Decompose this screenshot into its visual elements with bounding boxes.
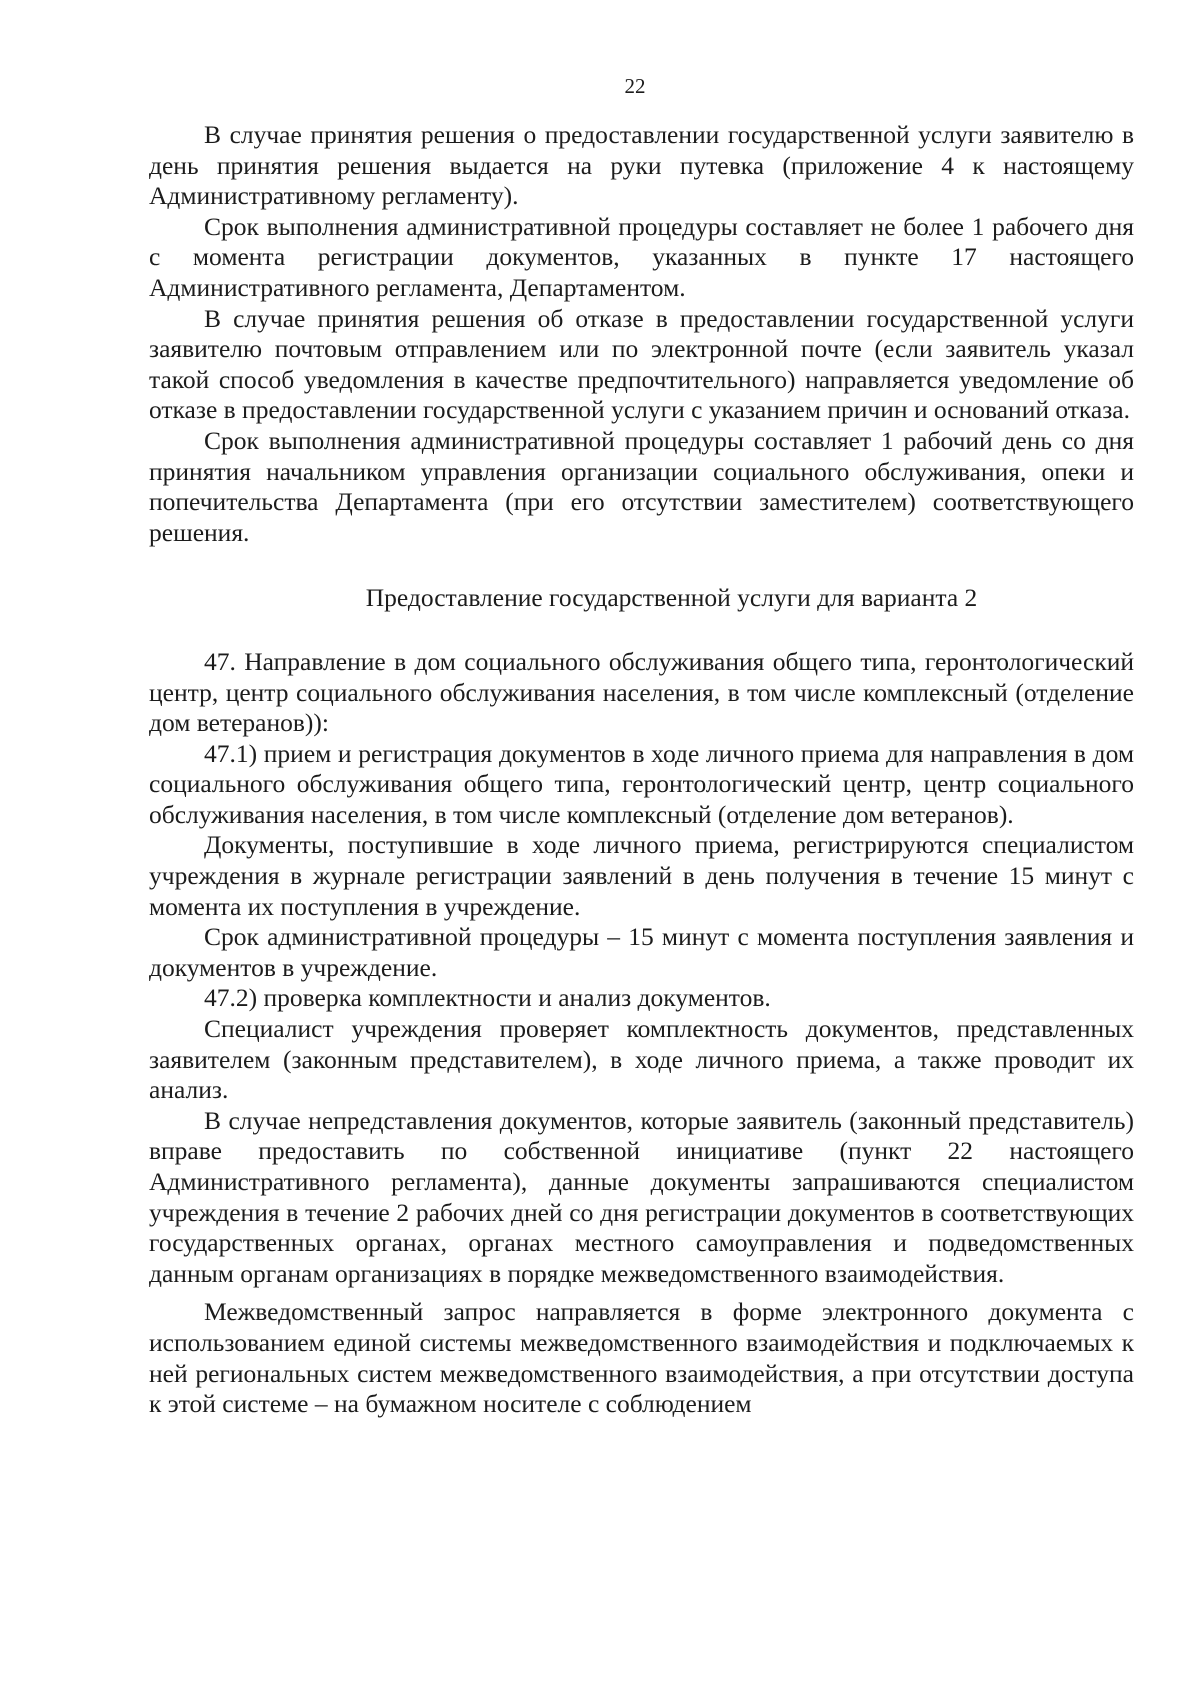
paragraph: 47. Направление в дом социального обслуживания общего типа, геронтологический центр, центр социального обслуживания населения, в том числе комплексный (отделение дом ветеранов)): (149, 646, 1134, 738)
paragraph: 47.2) проверка комплектности и анализ документов. (204, 983, 771, 1013)
section-heading: Предоставление государственной услуги для варианта 2 (365, 583, 978, 613)
paragraph: Специалист учреждения проверяет комплектность документов, представленных заявителем (законным представителем), в ходе личного приема, а также проводит их анализ. (149, 1014, 1134, 1105)
paragraph: В случае непредставления документов, которые заявитель (законный представитель) вправе предоставить по собственной инициативе (пункт 22 настоящего Административного регламента), данные документы запрашиваются специалистом учреждения в течение 2 рабочих дней со дня регистрации документов в соответствующих государственных органах, органах местного самоуправления и подведомственных данным органам организациях в порядке межведомственного взаимодействия. (149, 1105, 1134, 1288)
page-number: 22 (624, 74, 646, 98)
document-body (149, 120, 1134, 1420)
paragraph: 47.1) прием и регистрация документов в ходе личного приема для направления в дом социального обслуживания общего типа, геронтологический центр, центр социального обслуживания населения, в том числе комплексный (отделение дом ветеранов). (149, 738, 1134, 829)
paragraph: Документы, поступившие в ходе личного приема, регистрируются специалистом учреждения в журнале регистрации заявлений в день получения в течение 15 минут с момента их поступления в учреждение. (149, 830, 1134, 921)
paragraph: Срок административной процедуры – 15 минут с момента поступления заявления и документов в учреждение. (149, 922, 1134, 982)
paragraph: В случае принятия решения об отказе в предоставлении государственной услуги заявителю почтовым отправлением или по электронной почте (если заявитель указал такой способ уведомления в качестве предпочтительного) направляется уведомление об отказе в предоставлении государственной услуги с указанием причин и оснований отказа. (149, 303, 1134, 425)
paragraph: Срок выполнения административной процедуры составляет 1 рабочий день со дня принятия начальником управления организации социального обслуживания, опеки и попечительства Департамента (при его отсутствии заместителем) соответствующего решения. (149, 425, 1134, 547)
paragraph: Срок выполнения административной процедуры составляет не более 1 рабочего дня с момента регистрации документов, указанных в пункте 17 настоящего Административного регламента, Департаментом. (149, 211, 1134, 302)
paragraph: В случае принятия решения о предоставлении государственной услуги заявителю в день принятия решения выдается на руки путевка (приложение 4 к настоящему Административному регламенту). (149, 120, 1134, 211)
paragraph: Межведомственный запрос направляется в форме электронного документа с использованием единой системы межведомственного взаимодействия и подключаемых к ней региональных систем межведомственного взаимодействия, а при отсутствии доступа к этой системе – на бумажном носителе с соблюдением (149, 1297, 1134, 1419)
